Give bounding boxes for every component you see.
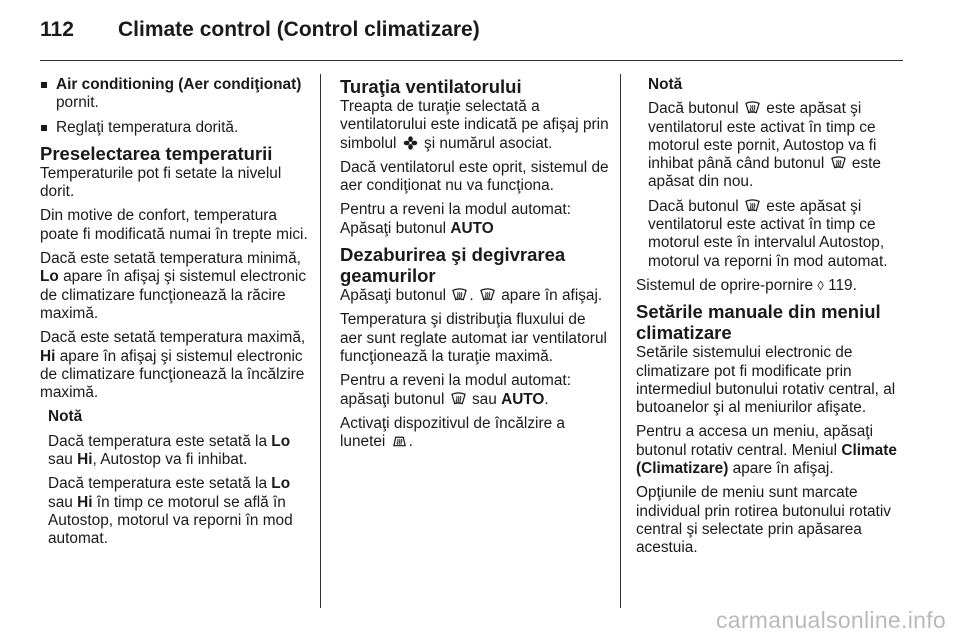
paragraph-max-temp: Dacă este setată temperatura maximă, Hi apare în afişaj şi sistemul electronic de climatizare funcţionează la încălzire maximă. — [40, 329, 306, 402]
rear-window-heating-icon — [392, 434, 407, 448]
note-paragraph: Dacă butonul este apăsat şi ventilatorul este activat în timp ce motorul este în intervalul Autostop, motorul va reporni în mod automat. — [648, 197, 888, 270]
note-box — [40, 408, 310, 548]
header-divider — [40, 60, 903, 61]
column-middle — [340, 76, 612, 457]
column-left — [40, 76, 310, 555]
bullet2-text: Reglaţi temperatura dorită. — [56, 118, 239, 136]
paragraph-auto: Pentru a reveni la modul automat: Apăsaţi butonul AUTO — [340, 201, 571, 237]
paragraph: Temperaturile pot fi setate la nivelul dorit. — [40, 164, 282, 201]
column-right — [636, 76, 908, 564]
note-paragraph: Dacă butonul este apăsat şi ventilatorul este activat în timp ce motorul este pornit, Autostop va fi inhibat până când butonul este apăsat din nou. — [648, 100, 881, 191]
windscreen-defrost-icon — [480, 288, 495, 302]
paragraph-rear-window: Activaţi dispozitivul de încălzire a lunetei . — [340, 414, 565, 451]
bullet-air-conditioning — [40, 76, 310, 113]
paragraph-auto-return: Pentru a reveni la modul automat: apăsaţi butonul sau AUTO. — [340, 372, 571, 408]
paragraph-min-temp: Dacă este setată temperatura minimă, Lo apare în afişaj şi sistemul electronic de climatizare funcţionează la răcire maximă. — [40, 250, 307, 322]
windscreen-defrost-icon — [831, 156, 846, 170]
bullet-set-temperature — [40, 119, 310, 137]
paragraph-menu-access: Pentru a accesa un meniu, apăsaţi butonul rotativ central. Meniul Climate (Climatizare) apare în afişaj. — [636, 423, 897, 478]
page-header — [40, 14, 920, 54]
column-divider — [620, 74, 621, 608]
note-paragraph: Dacă temperatura este setată la Lo sau Hi, Autostop va fi inhibat. — [48, 432, 291, 469]
paragraph: Din motive de confort, temperatura poate fi modificată numai în trepte mici. — [40, 207, 308, 243]
paragraph-stop-start-ref: Sistemul de oprire-pornire ◊ 119. — [636, 276, 857, 294]
fan-icon — [403, 136, 418, 150]
paragraph: Setările sistemului electronic de climatizare pot fi modificate prin intermediul butonului rotativ central, al butoanelor şi al meniurilor afişate. — [636, 344, 896, 417]
paragraph-defrost: Apăsaţi butonul . apare în afişaj. — [340, 287, 603, 305]
heading-defrost: Dezaburirea şi degivrarea geamurilor — [340, 244, 566, 287]
heading-fan-speed: Turaţia ventilatorului — [340, 76, 522, 97]
heading-manual-settings: Setările manuale din meniul climatizare — [636, 301, 881, 344]
column-divider — [320, 74, 321, 608]
paragraph: Dacă ventilatorul este oprit, sistemul de aer condiţionat nu va funcţiona. — [340, 158, 609, 195]
page-reference-icon: ◊ — [817, 277, 824, 293]
bullet1-rest: pornit. — [56, 94, 99, 112]
windscreen-defrost-icon — [745, 101, 760, 115]
note-title: Notă — [648, 76, 683, 93]
paragraph: Opţiunile de meniu sunt marcate individual prin rotirea butonului rotativ central şi selectate prin apăsarea acestuia. — [636, 484, 891, 557]
page-number: 112 — [40, 18, 74, 41]
note-box — [636, 76, 908, 271]
windscreen-defrost-icon — [452, 288, 467, 302]
windscreen-defrost-icon — [745, 199, 760, 213]
paragraph-fan-symbol: Treapta de turaţie selectată a ventilatorului este indicată pe afişaj prin simbolul şi numărul asociat. — [340, 98, 609, 152]
heading-temperature-preselection: Preselectarea temperaturii — [40, 142, 273, 164]
paragraph: Temperatura şi distribuţia fluxului de aer sunt reglate automat iar ventilatorul funcţionează la turaţie maximă. — [340, 311, 607, 365]
watermark: carmanualsonline.info — [715, 607, 946, 633]
note-paragraph: Dacă temperatura este setată la Lo sau Hi în timp ce motorul se află în Autostop, motorul va reporni în mod automat. — [48, 475, 293, 548]
page-title: Climate control (Control climatizare) — [118, 18, 480, 41]
bullet1-bold: Air conditioning (Aer condiţionat) — [56, 76, 302, 93]
note-title: Notă — [48, 408, 83, 426]
windscreen-defrost-icon — [451, 392, 466, 406]
